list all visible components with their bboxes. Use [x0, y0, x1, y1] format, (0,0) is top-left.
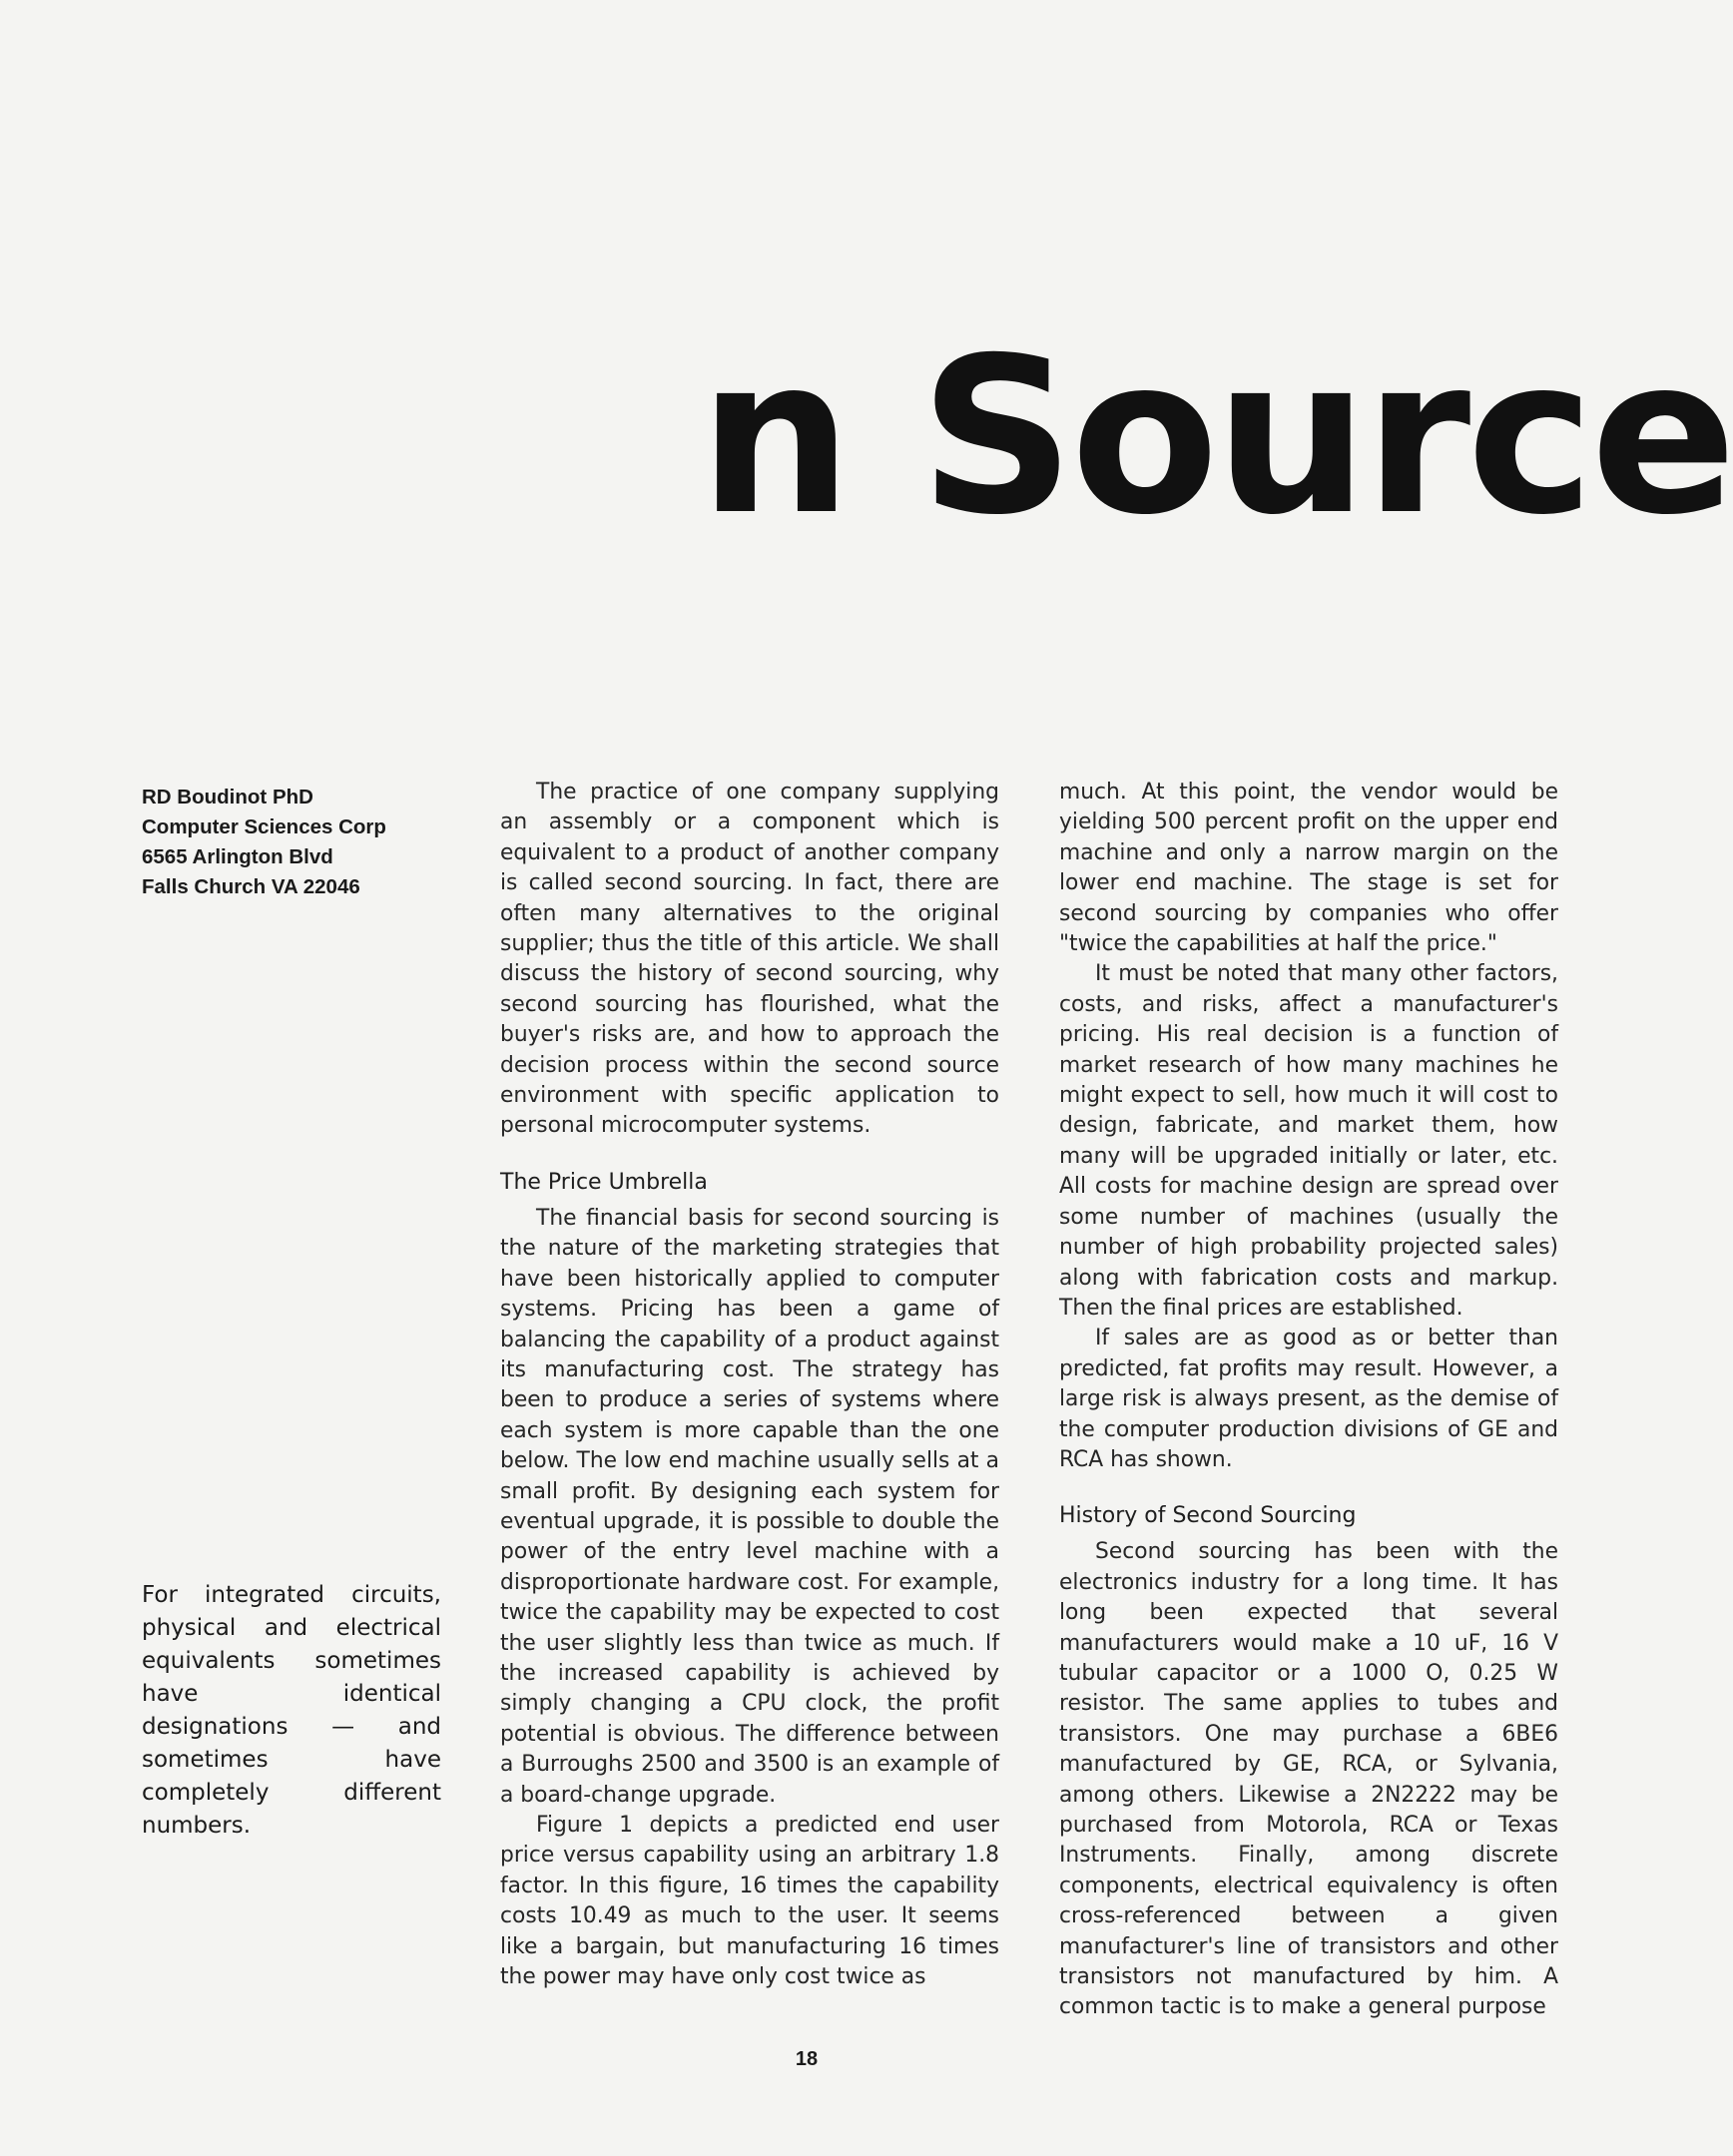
price-umbrella-paragraph-4: If sales are as good as or better than predicted, fat profits may result. However, a large risk is always present, as the demise of the computer production divisions of GE and RCA has shown.	[1059, 1326, 1558, 1472]
section-heading-price-umbrella: The Price Umbrella	[500, 1169, 708, 1195]
author-company: Computer Sciences Corp	[142, 815, 386, 838]
author-street: 6565 Arlington Blvd	[142, 845, 333, 868]
history-paragraph-1: Second sourcing has been with the electronics industry for a long time. It has long been expected that several manufacturers would make a 10 uF, 16 V tubular capacitor or a 1000 O, 0.25 W resistor. The same applies to tubes and transistors. One may purchase a 6BE6 manufactured by GE, RCA, or Sylvania, among others. Likewise a 2N2222 may be purchased from Motorola, RCA or Texas Instruments. Finally, among discrete components, electrical equivalency is often cross-referenced between a given manufacturer's line of transistors and other transistors not manufactured by him. A common tactic is to make a general purpose	[1059, 1539, 1558, 2020]
author-byline	[142, 783, 461, 902]
price-umbrella-paragraph-2-continued: much. At this point, the vendor would be yielding 500 percent profit on the upper end machine and only a narrow margin on the lower end machine. The stage is set for second sourcing by companies who offer "twice the capabilities at half the price."	[1059, 780, 1558, 957]
price-umbrella-paragraph-2: Figure 1 depicts a predicted end user price versus capability using an arbitrary 1.8 factor. In this figure, 16 times the capability costs 10.49 as much to the user. It seems like a bargain, but manufacturing 16 times the power may have only cost twice as	[500, 1813, 999, 1990]
intro-paragraph: The practice of one company supplying an assembly or a component which is equivalent to a product of another company is called second sourcing. In fact, there are often many alternatives to the original supplier; thus the title of this article. We shall discuss the history of second sourcing, why second sourcing has flourished, what the buyer's risks are, and how to approach the decision process within the second source environment with specific application to personal microcomputer systems.	[500, 780, 999, 1139]
price-umbrella-paragraph-3: It must be noted that many other factors, costs, and risks, affect a manufacturer's pricing. His real decision is a function of market research of how many machines he might expect to sell, how much it will cost to design, fabricate, and market them, how many will be upgraded initially or later, etc. All costs for machine design are spread over some number of machines (usually the number of high probability projected sales) along with fabrication costs and markup. Then the final prices are established.	[1059, 961, 1558, 1321]
price-umbrella-paragraph-1: The financial basis for second sourcing is the nature of the marketing strategies that have been historically applied to computer systems. Pricing has been a game of balancing the capability of a product against its manufacturing cost. The strategy has been to produce a series of systems where each system is more capable than the one below. The low end machine usually sells at a small profit. By designing each system for eventual upgrade, it is possible to double the power of the entry level machine with a disproportionate hardware cost. For example, twice the capability may be expected to cost the user slightly less than twice as much. If the increased capability is achieved by simply changing a CPU clock, the profit potential is obvious. The difference between a Burroughs 2500 and 3500 is an example of a board-change upgrade.	[500, 1205, 999, 1808]
author-name: RD Boudinot PhD	[142, 786, 313, 808]
article-title: n Source	[699, 311, 1733, 562]
pull-quote: For integrated circuits, physical and electrical equivalents sometimes have identical designations — and sometimes have completely different numbers.	[142, 1582, 441, 1839]
body-column-middle	[500, 778, 999, 1992]
author-city: Falls Church VA 22046	[142, 875, 360, 898]
body-column-right	[1059, 778, 1558, 2023]
section-heading-history: History of Second Sourcing	[1059, 1503, 1357, 1529]
page-number: 18	[795, 2048, 819, 2070]
